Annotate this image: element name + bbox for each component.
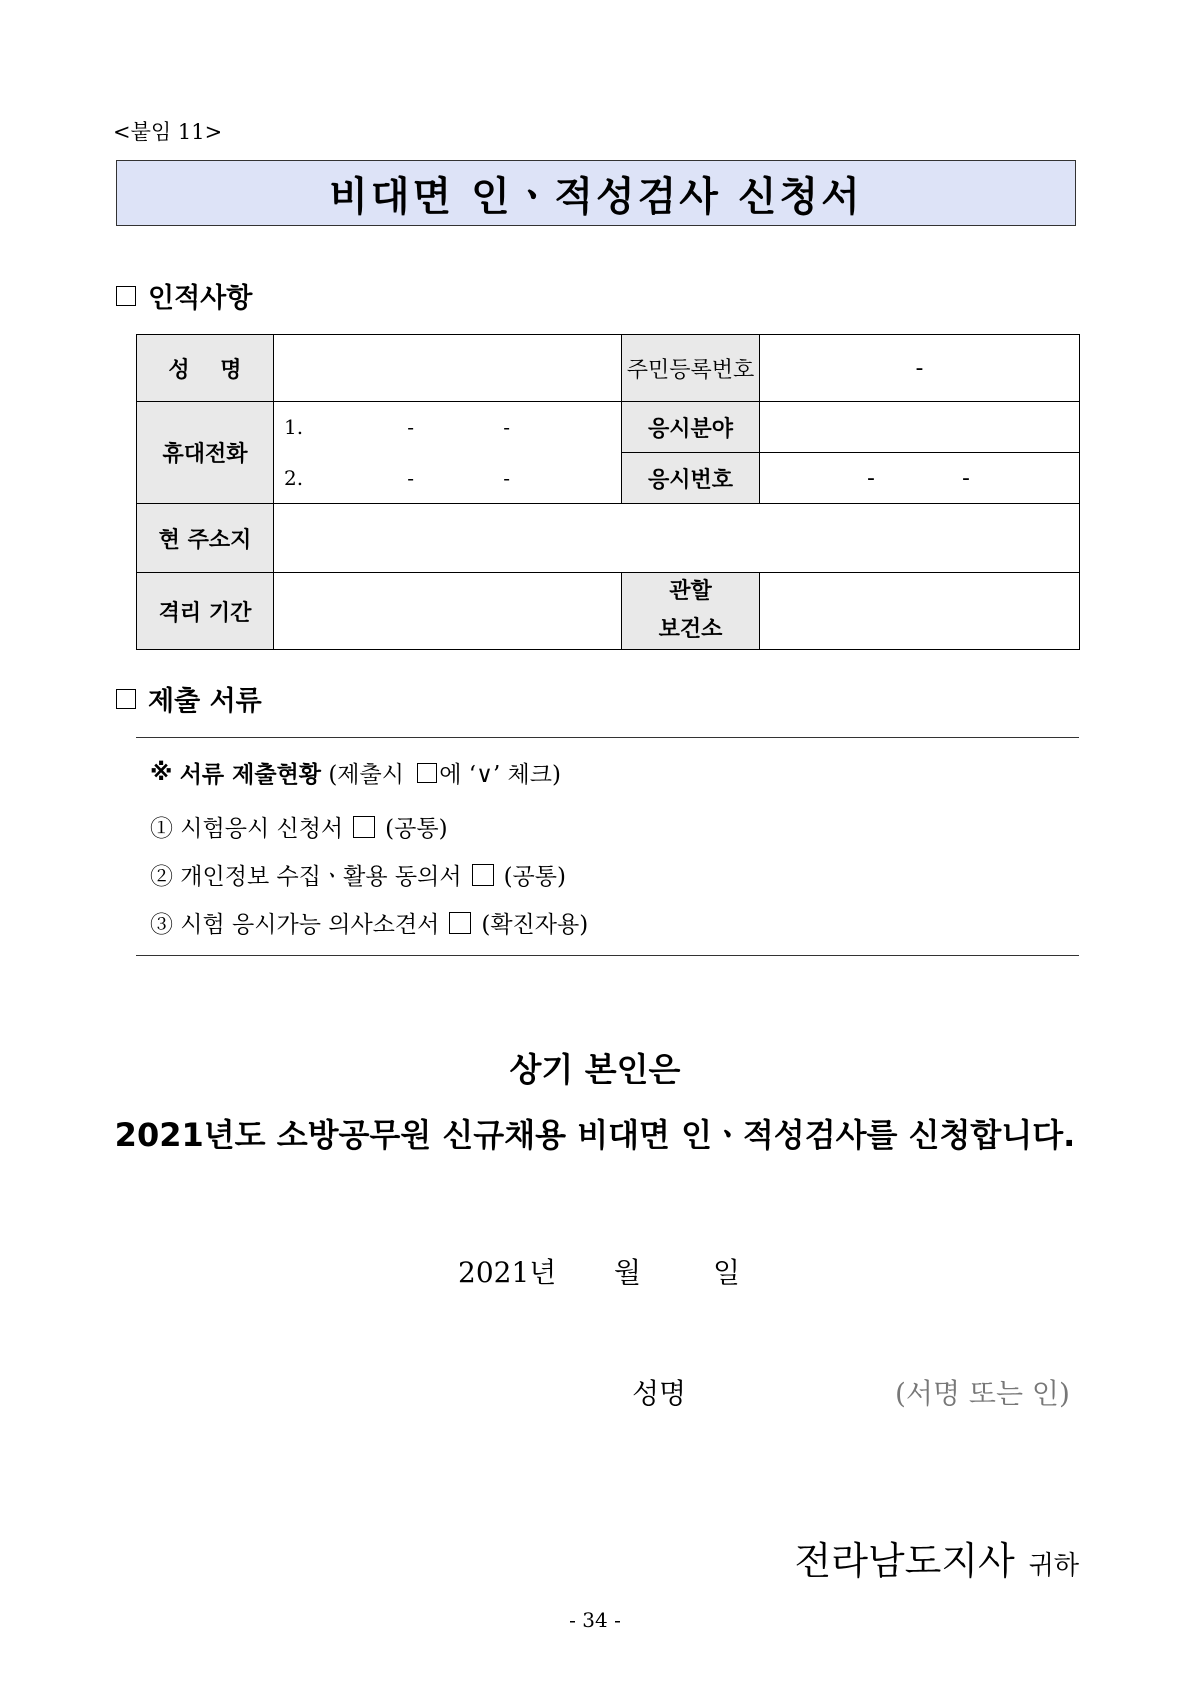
field-input[interactable] — [760, 402, 1080, 453]
health-center-field[interactable] — [760, 573, 1080, 650]
recipient-name: 전라남도지사 — [794, 1539, 1015, 1583]
section-docs-heading — [116, 679, 262, 718]
doc-item-note: (공통) — [503, 864, 566, 890]
phone1-dash-1: - — [407, 415, 414, 440]
doc-item-note: (공통) — [385, 816, 448, 842]
declaration-line-2: 2021년도 소방공무원 신규채용 비대면 인ㆍ적성검사를 신청합니다. — [114, 1116, 1076, 1154]
doc-item-label: ③ 시험 응시가능 의사소견서 — [150, 912, 440, 938]
recipient-honorific: 귀하 — [1028, 1551, 1079, 1581]
name-field[interactable] — [274, 335, 622, 402]
square-bullet-icon — [116, 286, 136, 306]
exam-no-field[interactable] — [760, 453, 1080, 504]
phone1-field[interactable] — [274, 402, 622, 453]
phone-label: 휴대전화 — [137, 402, 274, 504]
form-title-box — [116, 160, 1076, 226]
phone2-field[interactable] — [274, 453, 622, 504]
doc-item-note: (확진자용) — [481, 912, 589, 938]
date-year: 2021년 — [458, 1256, 557, 1289]
docs-note-pre: (제출시 — [321, 762, 412, 788]
exam-no-dash-1: - — [867, 465, 875, 491]
reference-mark: ※ — [150, 759, 173, 786]
address-field[interactable] — [274, 504, 1080, 573]
page-number: - 34 - — [569, 1608, 621, 1632]
doc-item-label: ② 개인정보 수집ㆍ활용 동의서 — [150, 864, 462, 890]
personal-info-table — [136, 334, 1080, 650]
docs-note-bold: 서류 제출현황 — [179, 762, 322, 788]
doc-item-label: ① 시험응시 신청서 — [150, 816, 344, 842]
date-day: 일 — [713, 1256, 741, 1289]
phone2-dash-2: - — [503, 465, 510, 490]
rrn-label: 주민등록번호 — [622, 335, 760, 402]
phone1-number: 1. — [284, 415, 304, 440]
signature-label: 성명 — [632, 1377, 687, 1410]
rrn-field[interactable]: - — [760, 335, 1080, 402]
field-label: 응시분야 — [622, 402, 760, 453]
section-personal-heading — [116, 276, 252, 315]
doc-item-3-checkbox[interactable] — [449, 912, 471, 934]
signature-hint: (서명 또는 인) — [895, 1377, 1070, 1410]
exam-no-dash-2: - — [962, 465, 970, 491]
doc-item-1 — [150, 810, 448, 843]
quarantine-label: 격리 기간 — [137, 573, 274, 650]
declaration-line-1: 상기 본인은 — [509, 1050, 681, 1089]
phone2-number: 2. — [284, 465, 304, 490]
recipient-block — [795, 1530, 1079, 1585]
docs-top-divider — [136, 737, 1079, 738]
exam-no-label: 응시번호 — [622, 453, 760, 504]
attachment-label: <붙임 11> — [113, 120, 223, 144]
docs-note-post: 에 ‘∨’ 체크) — [439, 762, 561, 788]
docs-note — [150, 756, 561, 789]
name-label: 성 명 — [137, 335, 274, 402]
address-label: 현 주소지 — [137, 504, 274, 573]
form-title: 비대면 인ㆍ적성검사 신청서 — [329, 173, 863, 220]
docs-bottom-divider — [136, 955, 1079, 956]
phone1-dash-2: - — [503, 415, 510, 440]
section-docs-label: 제출 서류 — [148, 686, 262, 717]
doc-item-2 — [150, 858, 566, 891]
quarantine-field[interactable] — [274, 573, 622, 650]
doc-item-2-checkbox[interactable] — [472, 864, 494, 886]
square-bullet-icon — [116, 689, 136, 709]
doc-item-1-checkbox[interactable] — [353, 816, 375, 838]
section-personal-label: 인적사항 — [148, 283, 253, 314]
phone2-dash-1: - — [407, 465, 414, 490]
health-center-label: 관할 보건소 — [622, 573, 760, 650]
checkbox-sample-icon — [417, 763, 437, 783]
doc-item-3 — [150, 906, 588, 939]
date-month: 월 — [614, 1256, 642, 1289]
